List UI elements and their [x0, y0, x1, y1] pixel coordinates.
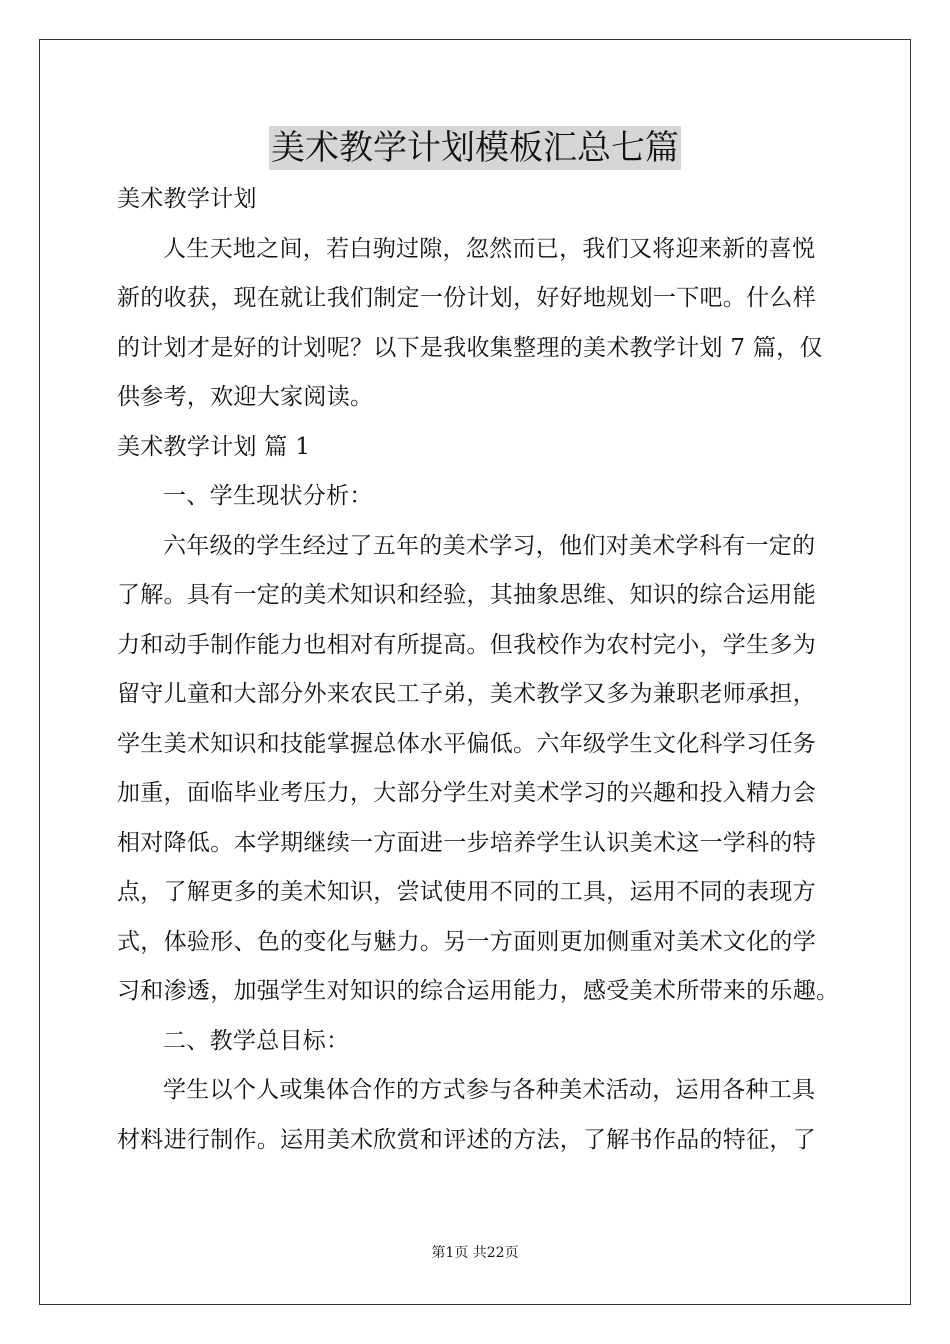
title-wrap: [0, 126, 950, 170]
body-line: 留守儿童和大部分外来农民工子弟，美术教学又多为兼职老师承担，: [117, 681, 816, 707]
body-line: 力和动手制作能力也相对有所提高。但我校作为农村完小，学生多为: [117, 631, 816, 658]
body-line: 供参考，欢迎大家阅读。: [117, 384, 374, 410]
body-line: 人生天地之间，若白驹过隙，忽然而已，我们又将迎来新的喜悦: [163, 235, 816, 262]
body-line: 学生以个人或集体合作的方式参与各种美术活动，运用各种工具: [163, 1077, 816, 1103]
body-line: 一、学生现状分析：: [163, 483, 373, 509]
page-footer: 第1页 共22页: [431, 1245, 519, 1261]
body-line: 了解。具有一定的美术知识和经验，其抽象思维、知识的综合运用能: [117, 582, 816, 608]
body-line: 习和渗透，加强学生对知识的综合运用能力，感受美术所带来的乐趣。: [117, 978, 840, 1004]
body-line: 的计划才是好的计划呢？以下是我收集整理的美术教学计划 7 篇，仅: [117, 334, 823, 361]
body-line: 点，了解更多的美术知识，尝试使用不同的工具，运用不同的表现方: [117, 879, 816, 905]
section-heading: 美术教学计划 篇 1: [117, 433, 311, 460]
body-line: 二、教学总目标：: [163, 1027, 350, 1054]
document-body: [117, 175, 840, 1165]
document-title: 美术教学计划模板汇总七篇: [271, 128, 679, 168]
body-line: 学生美术知识和技能掌握总体水平偏低。六年级学生文化科学习任务: [117, 730, 816, 757]
body-line: 美术教学计划: [117, 186, 257, 212]
body-line: 式，体验形、色的变化与魅力。另一方面则更加侧重对美术文化的学: [117, 928, 816, 955]
body-line: 加重，面临毕业考压力，大部分学生对美术学习的兴趣和投入精力会: [117, 780, 816, 806]
body-line: 六年级的学生经过了五年的美术学习，他们对美术学科有一定的: [163, 532, 816, 559]
body-line: 材料进行制作。运用美术欣赏和评述的方法，了解书作品的特征，了: [117, 1126, 816, 1153]
body-line: 新的收获，现在就让我们制定一份计划，好好地规划一下吧。什么样: [117, 285, 816, 311]
body-line: 相对降低。本学期继续一方面进一步培养学生认识美术这一学科的特: [117, 829, 816, 856]
